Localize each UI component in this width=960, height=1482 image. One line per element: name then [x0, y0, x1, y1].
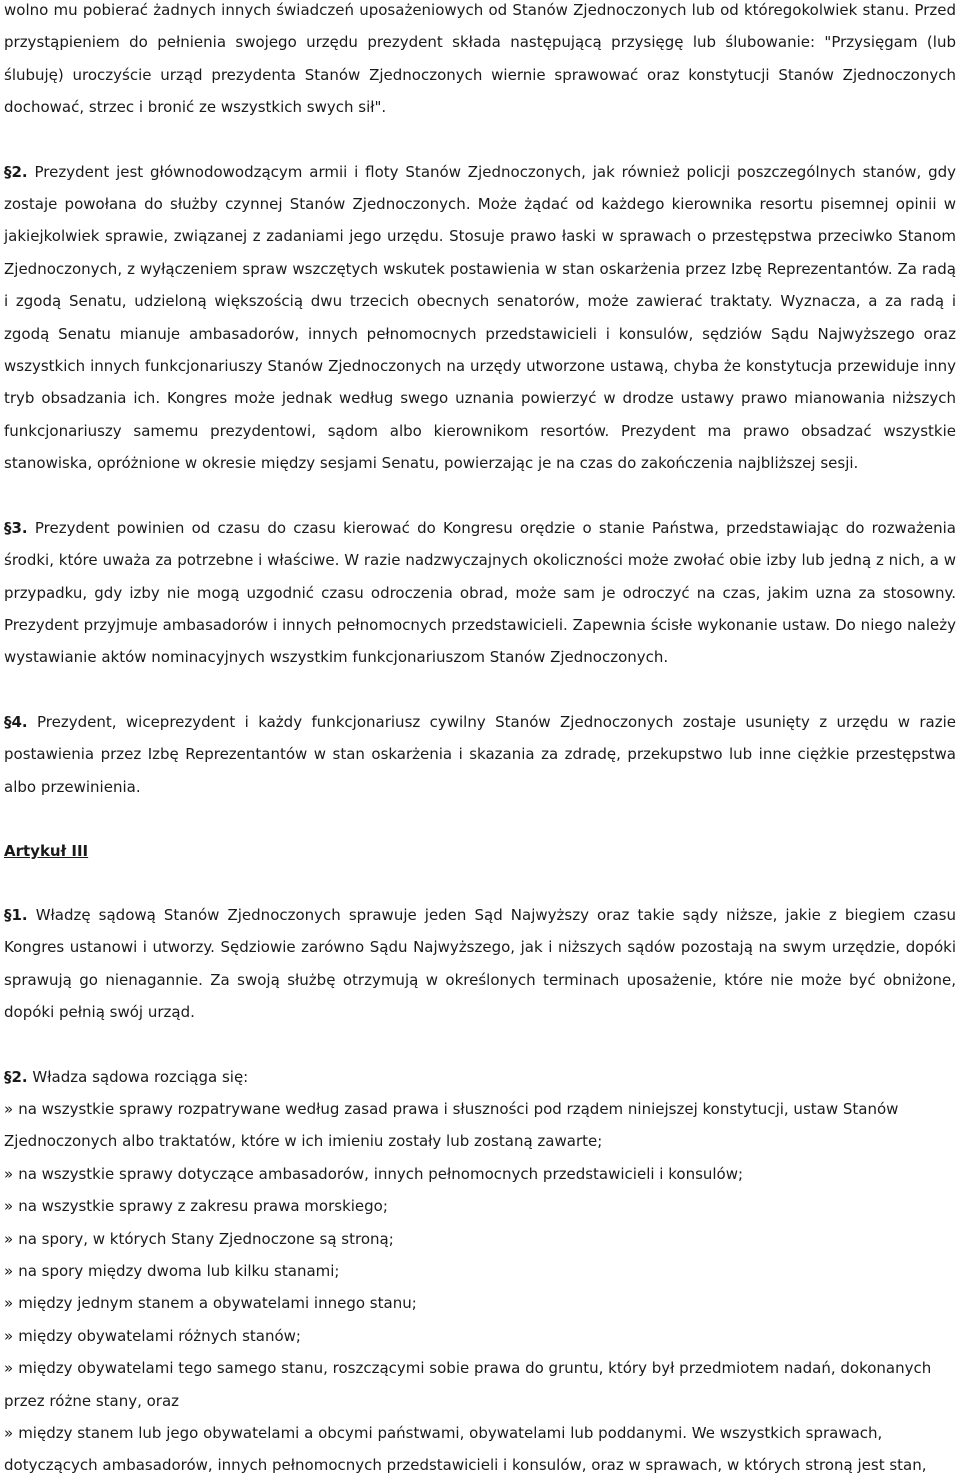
- list-marker: »: [4, 1197, 14, 1216]
- list-marker: »: [4, 1099, 14, 1118]
- list-item: [4, 1158, 956, 1190]
- article-heading: Artykuł III: [4, 841, 89, 860]
- list-item: [4, 1255, 956, 1287]
- section-sign: §: [4, 1067, 12, 1086]
- paragraph-text: Prezydent jest głównodowodzącym armii i floty Stanów Zjednoczonych, jak również policji poszczególnych stanów, gdy zostaje powołana do służby czynnej Stanów Zjednoczonych. Może żądać od każdego kierownika resortu pisemnej opinii w jakiejkolwiek sprawie, związanej z zadaniami jego urzędu. Stosuje prawo łaski w sprawach o przestępstwa przeciwko Stanom Zjednoczonych, z wyłączeniem spraw wszczętych wskutek postawienia w stan oskarżenia przez Izbę Reprezentantów. Za radą i zgodą Senatu, udzieloną większością dwu trzecich obecnych senatorów, może zawierać traktaty. Wyznacza, a za radą i zgodą Senatu mianuje ambasadorów, innych pełnomocnych przedstawicieli i konsulów, sędziów Sądu Najwyższego oraz wszystkich innych funkcjonariuszy Stanów Zjednoczonych na urzędy utworzone ustawą, chyba że konstytucja przewiduje inny tryb obsadzania ich. Kongres może jednak według swego uznania powierzyć w drodze ustawy prawo mianowania niższych funkcjonariuszy samemu prezydentowi, sądom albo kierownikom resortów. Prezydent ma prawo obsadzać wszystkie stanowiska, opróżnione w okresie między sesjami Senatu, powierzając je na czas do zakończenia najbliższej sesji.: [4, 162, 956, 473]
- section-number: 4.: [11, 712, 28, 731]
- list-marker: »: [4, 1262, 14, 1280]
- paragraph-text: Prezydent powinien od czasu do czasu kierować do Kongresu orędzie o stanie Państwa, przedstawiając do rozważenia środki, które uważa za potrzebne i właściwe. W razie nadzwyczajnych okoliczności może zwołać obie izby lub jedną z nich, a w przypadku, gdy izby nie mogą uzgodnić czasu odroczenia obrad, może sam je odroczyć na czas, jakim uzna za stosowny. Prezydent przyjmuje ambasadorów i innych pełnomocnych przedstawicieli. Zapewnia ścisłe wykonanie ustaw. Do niego należy wystawianie aktów nominacyjnych wszystkim funkcjonariuszom Stanów Zjednoczonych.: [4, 518, 956, 667]
- section-number: 2.: [11, 162, 28, 181]
- paragraph-text: Władza sądowa rozciąga się:: [32, 1067, 249, 1086]
- list-marker: »: [4, 1294, 14, 1313]
- list-item-text: na spory między dwoma lub kilku stanami;: [18, 1262, 340, 1280]
- paragraph-article-section-2: [4, 1061, 956, 1093]
- section-number: 3.: [11, 518, 28, 537]
- paragraph-article-section-1: [4, 899, 956, 1029]
- section-sign: §: [4, 905, 12, 924]
- section-number: 1.: [11, 905, 28, 924]
- list-marker: »: [4, 1326, 14, 1345]
- list-item: [4, 1223, 956, 1255]
- list-item: [4, 1320, 956, 1352]
- list-item-text: między obywatelami tego samego stanu, roszczącymi sobie prawa do gruntu, który był przedmiotem nadań, dokonanych przez różne stany, oraz: [4, 1359, 932, 1410]
- list-item-text: na wszystkie sprawy z zakresu prawa morskiego;: [18, 1197, 388, 1216]
- list-item: [4, 1417, 956, 1482]
- list-item: [4, 1287, 956, 1319]
- paragraph-section-4: [4, 706, 956, 803]
- list-item-text: między jednym stanem a obywatelami innego stanu;: [18, 1294, 417, 1313]
- section-number: 2.: [11, 1067, 28, 1086]
- spacer: [4, 480, 956, 512]
- list-marker: »: [4, 1359, 14, 1378]
- paragraph-intro: [4, 0, 956, 124]
- paragraph-text: wolno mu pobierać żadnych innych świadczeń uposażeniowych od Stanów Zjednoczonych lub od któregokolwiek stanu. Przed przystąpieniem do pełnienia swojego urzędu prezydent składa następującą przysięgę lub ślubowanie: "Przysięgam (lub ślubuję) uroczyście urząd prezydenta Stanów Zjednoczonych wiernie sprawować oraz konstytucji Stanów Zjednoczonych dochować, strzec i bronić ze wszystkich swych sił".: [4, 1, 956, 117]
- spacer: [4, 803, 956, 835]
- list-item: [4, 1352, 956, 1417]
- spacer: [4, 1029, 956, 1061]
- jurisdiction-list: [4, 1093, 956, 1482]
- section-sign: §: [4, 518, 12, 537]
- list-marker: »: [4, 1424, 14, 1443]
- paragraph-text: Władzę sądową Stanów Zjednoczonych sprawuje jeden Sąd Najwyższy oraz takie sądy niższe, jakie z biegiem czasu Kongres ustanowi i utworzy. Sędziowie zarówno Sądu Najwyższego, jak i niższych sądów pozostają na swym urzędzie, dopóki sprawują go nienagannie. Za swoją służbę otrzymują w określonych terminach uposażenie, które nie może być obniżone, dopóki pełnią swój urząd.: [4, 905, 956, 1022]
- spacer: [4, 674, 956, 706]
- list-item-text: na wszystkie sprawy rozpatrywane według zasad prawa i słuszności pod rządem niniejszej konstytucji, ustaw Stanów Zjednoczonych albo traktatów, które w ich imieniu zostały lub zostaną zawarte;: [4, 1099, 899, 1151]
- paragraph-text: Prezydent, wiceprezydent i każdy funkcjonariusz cywilny Stanów Zjednoczonych zostaje usunięty z urzędu w razie postawienia przez Izbę Reprezentantów w stan oskarżenia i skazania za zdradę, przekupstwo lub inne ciężkie przestępstwa albo przewinienia.: [4, 712, 956, 796]
- list-item-text: między stanem lub jego obywatelami a obcymi państwami, obywatelami lub poddanymi. We wszystkich sprawach, dotyczących ambasadorów, innych pełnomocnych przedstawicieli i konsulów, oraz w sprawach, w których stroną jest stan,: [4, 1424, 927, 1475]
- list-marker: »: [4, 1229, 14, 1248]
- list-item: [4, 1190, 956, 1222]
- list-item-text: na spory, w których Stany Zjednoczone są stroną;: [18, 1229, 394, 1248]
- list-marker: »: [4, 1164, 14, 1183]
- spacer: [4, 124, 956, 156]
- list-item-text: na wszystkie sprawy dotyczące ambasadorów, innych pełnomocnych przedstawicieli i konsulów;: [18, 1164, 744, 1183]
- section-sign: §: [4, 162, 12, 181]
- list-item-text: między obywatelami różnych stanów;: [18, 1326, 301, 1345]
- list-item: [4, 1093, 956, 1158]
- section-sign: §: [4, 712, 12, 731]
- paragraph-section-3: [4, 512, 956, 674]
- paragraph-section-2: [4, 156, 956, 480]
- spacer: [4, 867, 956, 899]
